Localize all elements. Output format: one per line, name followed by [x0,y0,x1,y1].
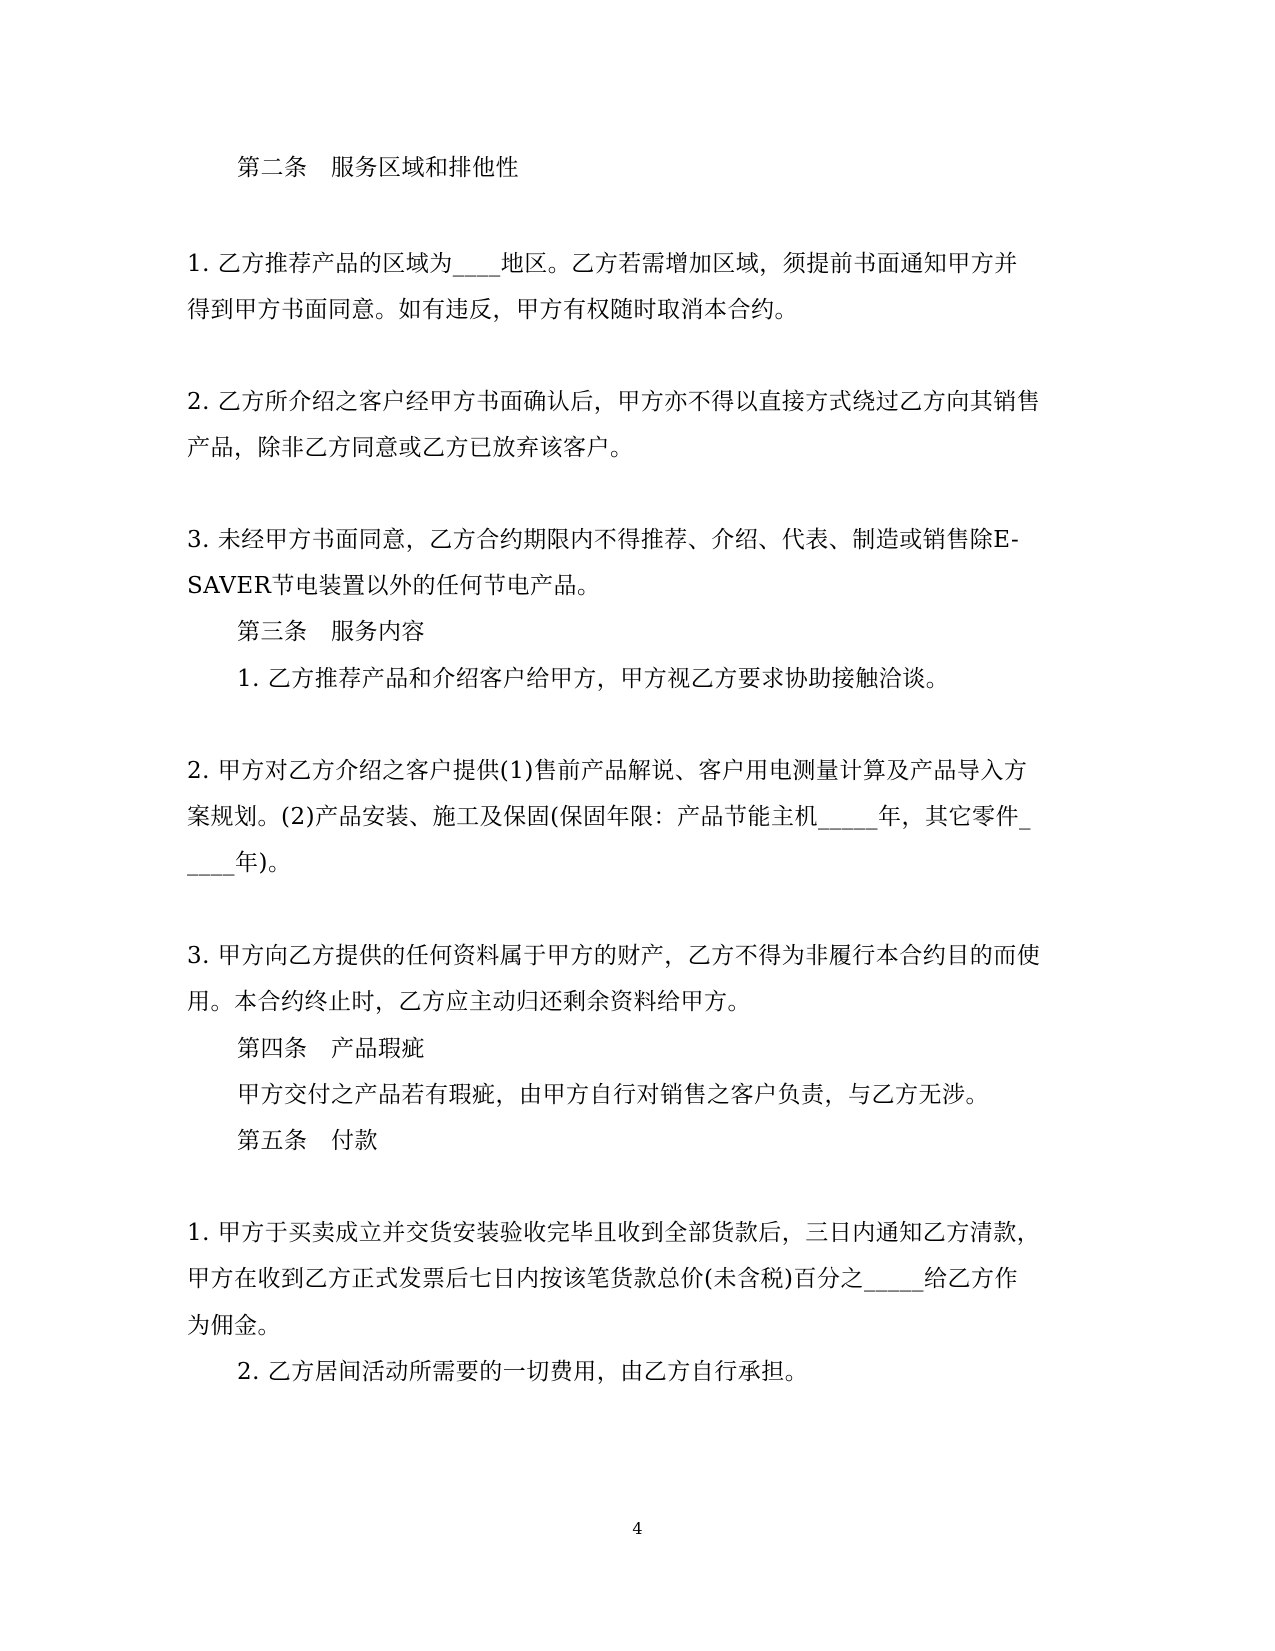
article-3-clause-2-line-1: 2. 甲方对乙方介绍之客户提供(1)售前产品解说、客户用电测量计算及产品导入方 [187,758,1028,784]
article-5-clause-1-line-3: 为佣金。 [187,1313,281,1339]
article-3-clause-3-line-2: 用。本合约终止时，乙方应主动归还剩余资料给甲方。 [187,989,751,1015]
article-2-clause-2-line-1: 2. 乙方所介绍之客户经甲方书面确认后，甲方亦不得以直接方式绕过乙方向其销售 [187,389,1041,415]
article-4-text: 甲方交付之产品若有瑕疵，由甲方自行对销售之客户负责，与乙方无涉。 [237,1082,989,1108]
article-2-clause-1-line-2: 得到甲方书面同意。如有违反，甲方有权随时取消本合约。 [187,297,798,323]
article-5-clause-2: 2. 乙方居间活动所需要的一切费用，由乙方自行承担。 [237,1359,809,1385]
article-5-heading: 第五条 付款 [237,1128,378,1154]
article-5-clause-1-line-2: 甲方在收到乙方正式发票后七日内按该笔货款总价(未含税)百分之_____给乙方作 [187,1266,1018,1292]
article-5-clause-1-line-1: 1. 甲方于买卖成立并交货安装验收完毕且收到全部货款后，三日内通知乙方清款， [187,1220,1041,1246]
article-2-clause-3-line-1: 3. 未经甲方书面同意，乙方合约期限内不得推荐、介绍、代表、制造或销售除E- [187,527,1020,553]
page-number: 4 [632,1519,643,1538]
article-3-heading: 第三条 服务内容 [237,619,425,645]
article-2-heading: 第二条 服务区域和排他性 [237,155,519,181]
article-2-clause-2-line-2: 产品，除非乙方同意或乙方已放弃该客户。 [187,435,634,461]
article-3-clause-2-line-2: 案规划。(2)产品安装、施工及保固(保固年限：产品节能主机_____年，其它零件_ [187,804,1032,830]
article-2-clause-3-line-2: SAVER节电装置以外的任何节电产品。 [187,573,601,599]
article-2-clause-1-line-1: 1. 乙方推荐产品的区域为____地区。乙方若需增加区域，须提前书面通知甲方并 [187,251,1018,277]
article-3-clause-3-line-1: 3. 甲方向乙方提供的任何资料属于甲方的财产，乙方不得为非履行本合约目的而使 [187,943,1041,969]
article-3-clause-1: 1. 乙方推荐产品和介绍客户给甲方，甲方视乙方要求协助接触洽谈。 [237,666,950,692]
article-3-clause-2-line-3: ____年)。 [187,850,292,876]
article-4-heading: 第四条 产品瑕疵 [237,1036,425,1062]
